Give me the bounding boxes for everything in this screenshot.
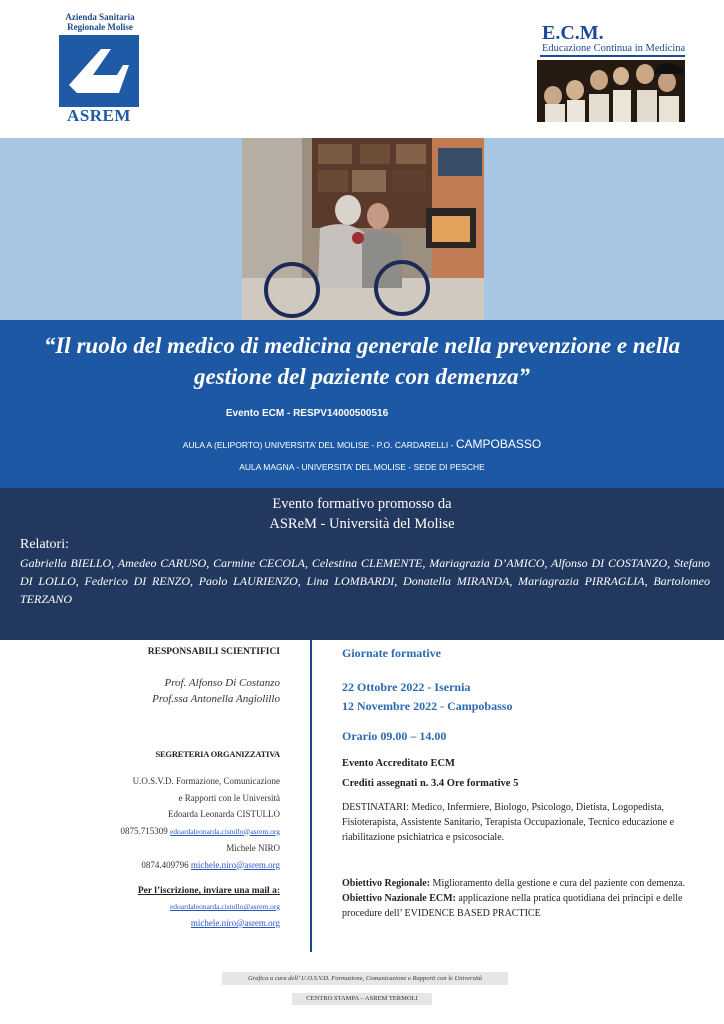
venue-1-text: AULA A (ELIPORTO) UNIVERSITA’ DEL MOLISE - P.O. CARDARELLI -: [182, 440, 454, 450]
asrem-name: ASREM: [67, 106, 131, 125]
training-days-title: Giornate formative: [342, 646, 441, 660]
venue-line-1: [0, 437, 724, 451]
registration-email-1[interactable]: edoardaleonarda.cistullo@asrem.org: [169, 902, 280, 911]
prof-name-1: Prof. Alfonso Di Costanzo: [164, 677, 280, 689]
national-objective-text: applicazione nella pratica quotidiana dei principi e delle procedure dell’ EVIDENCE BASED PRACTICE: [342, 893, 683, 919]
secretariat-line-1: U.O.S.V.D. Formazione, Comunicazione: [132, 776, 280, 786]
graphics-credit: Grafica a cura dell’ U.O.S.V.D. Formazione, Comunicazione e Rapporti con le Università: [222, 972, 508, 985]
email-link-1[interactable]: edoardaleonarda.cistullo@asrem.org: [169, 826, 280, 836]
ecm-title: E.C.M.: [542, 22, 604, 44]
promoted-by: [0, 494, 724, 534]
speakers-label: Relatori:: [20, 537, 69, 552]
phone-2: 0874.409796: [141, 859, 189, 870]
print-center: CENTRO STAMPA – ASREM TERMOLI: [292, 993, 432, 1005]
column-divider: [310, 640, 312, 952]
promoted-by-line-2: ASReM - Università del Molise: [269, 516, 455, 532]
regional-objective-label: Obiettivo Regionale:: [342, 878, 431, 889]
ecm-divider: [540, 55, 685, 57]
training-dates: [342, 678, 702, 716]
couple-photo: [242, 138, 484, 320]
regional-objective-text: Miglioramento della gestione e cura del paziente con demenza.: [430, 878, 685, 889]
scientific-heads-title: RESPONSABILI SCIENTIFICI: [147, 647, 280, 657]
date-campobasso: 12 Novembre 2022 - Campobasso: [342, 699, 513, 713]
ecm-painting-image: [537, 60, 685, 122]
scientific-heads: [100, 675, 280, 707]
national-objective-label: Obiettivo Nazionale ECM:: [342, 893, 456, 904]
event-code: Evento ECM - RESPV14000500516: [225, 408, 389, 419]
secretariat-contact-2: Michele NIRO: [226, 843, 280, 853]
secretariat-contact-2-details: [100, 857, 280, 874]
speakers-list: Gabriella BIELLO, Amedeo CARUSO, Carmine CECOLA, Celestina CLEMENTE, Mariagrazia D’AMICO, Alfonso DI COSTANZO, Stefano DI LOLLO, Federico DI RENZO, Paolo LAURIENZO, Lina LOMBARDI, Donatella MIRANDA, Mariagrazia PIRRAGLIA, Bartolomeo TERZANO: [20, 556, 710, 606]
national-objective: [342, 891, 702, 921]
prof-name-2: Prof.ssa Antonella Angiolillo: [152, 693, 280, 705]
asrem-logo: [59, 35, 139, 107]
asrem-organization-label: Azienda Sanitaria Regionale Molise: [65, 12, 135, 32]
email-link-2[interactable]: michele.niro@asrem.org: [190, 859, 280, 870]
date-isernia: 22 Ottobre 2022 - Isernia: [342, 680, 471, 694]
event-title: “Il ruolo del medico di medicina generale nella prevenzione e nella gestione del paziente con demenza”: [43, 333, 681, 389]
registration-email-2[interactable]: michele.niro@asrem.org: [190, 918, 280, 928]
credits-info: Crediti assegnati n. 3.4 Ore formative 5: [342, 778, 519, 789]
secretariat-title: SEGRETERIA ORGANIZZATIVA: [155, 749, 280, 759]
ecm-subtitle: Educazione Continua in Medicina: [542, 43, 686, 54]
objectives: [342, 876, 702, 921]
accredited-label: Evento Accreditato ECM: [342, 758, 455, 769]
secretariat-contact-1: Edoarda Leonarda CISTULLO: [168, 809, 280, 819]
venue-line-2: AULA MAGNA - UNIVERSITA’ DEL MOLISE - SEDE DI PESCHE: [239, 462, 485, 472]
registration-info: [100, 883, 280, 931]
venue-1-city: CAMPOBASSO: [455, 437, 542, 451]
schedule-hours: Orario 09.00 – 14.00: [342, 729, 447, 743]
target-audience: DESTINATARI: Medico, Infermiere, Biologo, Psicologo, Dietista, Logopedista, Fisioterapista, Assistente Sanitario, Terapista Occupazionale, Tecnico educazione e riabilitazione psichiatrica e psicosociale.: [342, 802, 675, 843]
registration-title: Per l’iscrizione, inviare una mail a:: [137, 886, 280, 896]
regional-objective: [342, 876, 702, 891]
promoted-by-line-1: Evento formativo promosso da: [272, 496, 452, 512]
secretariat-info: [100, 773, 280, 873]
phone-1: 0875.715309: [120, 825, 168, 836]
secretariat-contact-1-details: [100, 823, 280, 841]
secretariat-line-2: e Rapporti con le Università: [178, 792, 280, 803]
